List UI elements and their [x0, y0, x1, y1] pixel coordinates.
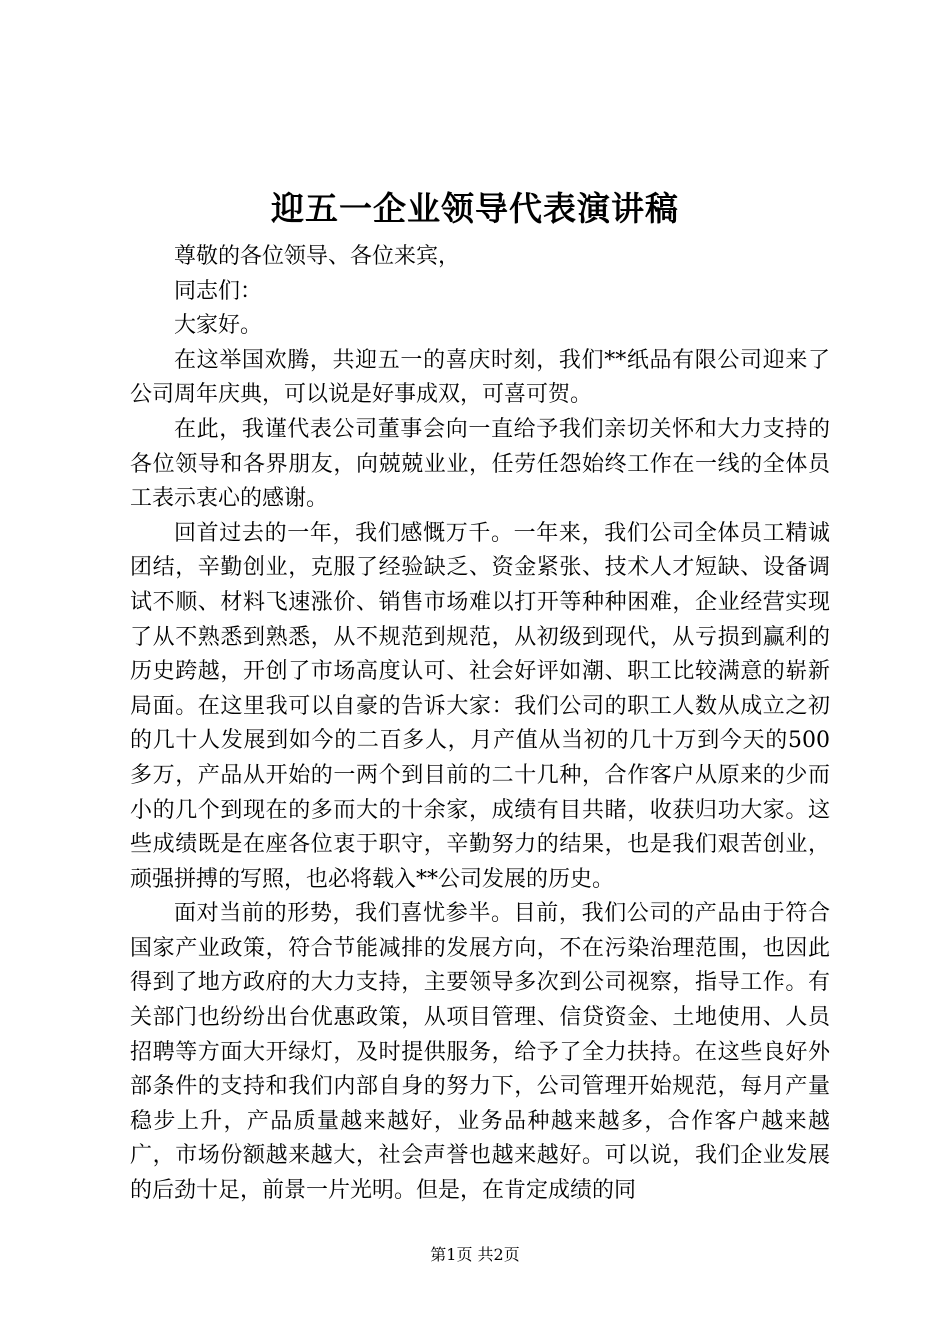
- salutation-paragraph: 尊敬的各位领导、各位来宾，: [174, 244, 461, 269]
- body-paragraph: 在此，我谨代表公司董事会向一直给予我们亲切关怀和大力支持的各位领导和各界朋友，向兢兢业业，任劳任怨始终工作在一线的全体员工表示衷心的感谢。: [130, 416, 830, 512]
- page-footer: 第1页 共2页: [430, 1245, 520, 1264]
- document-title: 迎五一企业领导代表演讲稿: [271, 189, 679, 228]
- body-paragraph: 回首过去的一年，我们感慨万千。一年来，我们公司全体员工精诚团结，辛勤创业，克服了经验缺乏、资金紧张、技术人才短缺、设备调试不顺、材料飞速涨价、销售市场难以打开等种种困难，企业经营实现了从不熟悉到熟悉，从不规范到规范，从初级到现代，从亏损到赢利的历史跨越，开创了市场高度认可、社会好评如潮、职工比较满意的崭新局面。在这里我可以自豪的告诉大家：我们公司的职工人数从成立之初的几十人发展到如今的二百多人，月产值从当初的几十万到今天的500多万，产品从开始的一两个到目前的二十几种，合作客户从原来的少而小的几个到现在的多而大的十余家，成绩有目共睹，收获归功大家。这些成绩既是在座各位衷于职守，辛勤努力的结果，也是我们艰苦创业，顽强拼搏的写照，也必将载入**公司发展的历史。: [130, 520, 830, 892]
- greeting-paragraph: 大家好。: [174, 313, 263, 339]
- body-paragraph: 面对当前的形势，我们喜忧参半。目前，我们公司的产品由于符合国家产业政策，符合节能减排的发展方向，不在污染治理范围，也因此得到了地方政府的大力支持，主要领导多次到公司视察，指导工作。有关部门也纷纷出台优惠政策，从项目管理、信贷资金、土地使用、人员招聘等方面大开绿灯，及时提供服务，给予了全力扶持。在这些良好外部条件的支持和我们内部自身的努力下，公司管理开始规范，每月产量稳步上升，产品质量越来越好，业务品种越来越多，合作客户越来越广，市场份额越来越大，社会声誉也越来越好。可以说，我们企业发展的后劲十足，前景一片光明。但是，在肯定成绩的同: [130, 901, 830, 1204]
- body-paragraph: 在这举国欢腾，共迎五一的喜庆时刻，我们**纸品有限公司迎来了公司周年庆典，可以说是好事成双，可喜可贺。: [130, 347, 830, 408]
- salutation-paragraph: 同志们：: [174, 278, 263, 304]
- document-body: [130, 240, 830, 1209]
